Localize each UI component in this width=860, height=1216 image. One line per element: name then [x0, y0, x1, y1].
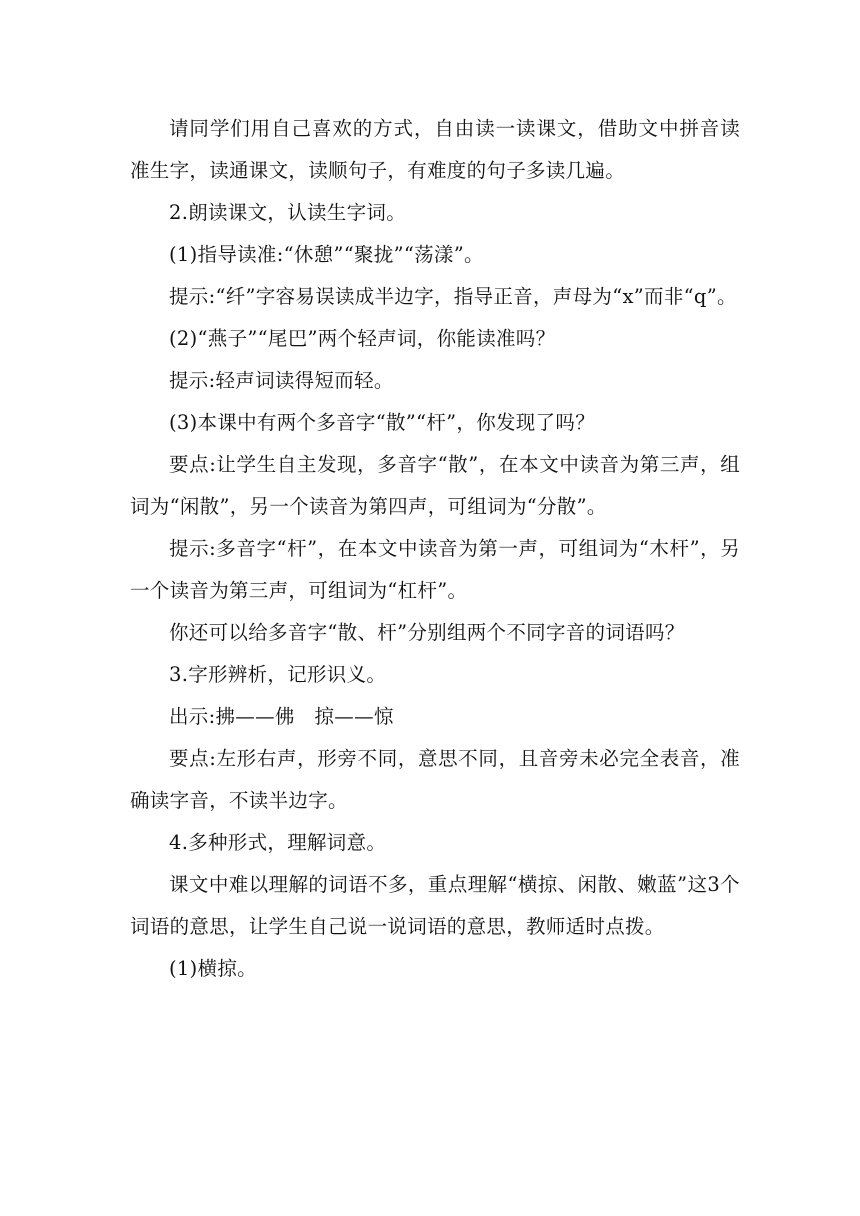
paragraph-item-1-henglue: (1)横掠。 — [169, 957, 257, 980]
paragraph-item-3-polyphonic: (3)本课中有两个多音字“散”“杆”，你发现了吗？ — [169, 411, 595, 434]
paragraph-step-3-heading: 3.字形辨析，记形识义。 — [169, 663, 387, 686]
paragraph-key-point-san: 要点:让学生自主发现，多音字“散”，在本文中读音为第三声，组词为“闲散”，另一个读音为第四声，可组词为“分散”。 — [130, 453, 740, 518]
paragraph-vocabulary-focus: 课文中难以理解的词语不多，重点理解“横掠、闲散、嫩蓝”这3个词语的意思，让学生自己说一说词语的意思，教师适时点拨。 — [130, 873, 740, 938]
paragraph-item-1-pronunciation: (1)指导读准:“休憩”“聚拢”“荡漾”。 — [169, 243, 484, 266]
paragraph-show-characters: 出示:拂——佛 掠——惊 — [169, 705, 394, 728]
paragraph-step-2-heading: 2.朗读课文，认读生字词。 — [169, 201, 407, 224]
document-body — [130, 108, 740, 990]
paragraph-question-words: 你还可以给多音字“散、杆”分别组两个不同字音的词语吗？ — [169, 621, 685, 644]
paragraph-tip-gan: 提示:多音字“杆”，在本文中读音为第一声，可组词为“木杆”，另一个读音为第三声，可组词为“杠杆”。 — [130, 537, 740, 602]
paragraph-key-point-radicals: 要点:左形右声，形旁不同，意思不同，且音旁未必完全表音，准确读字音，不读半边字。 — [130, 747, 740, 812]
paragraph-tip-neutral-tone: 提示:轻声词读得短而轻。 — [169, 369, 394, 392]
paragraph-item-2-neutral-tone: (2)“燕子”“尾巴”两个轻声词，你能读准吗？ — [169, 327, 556, 350]
paragraph-reading-instruction: 请同学们用自己喜欢的方式，自由读一读课文，借助文中拼音读准生字，读通课文，读顺句子，有难度的句子多读几遍。 — [130, 117, 740, 182]
paragraph-tip-xian: 提示:“纤”字容易误读成半边字，指导正音，声母为“x”而非“q”。 — [169, 285, 737, 308]
paragraph-step-4-heading: 4.多种形式，理解词意。 — [169, 831, 387, 854]
